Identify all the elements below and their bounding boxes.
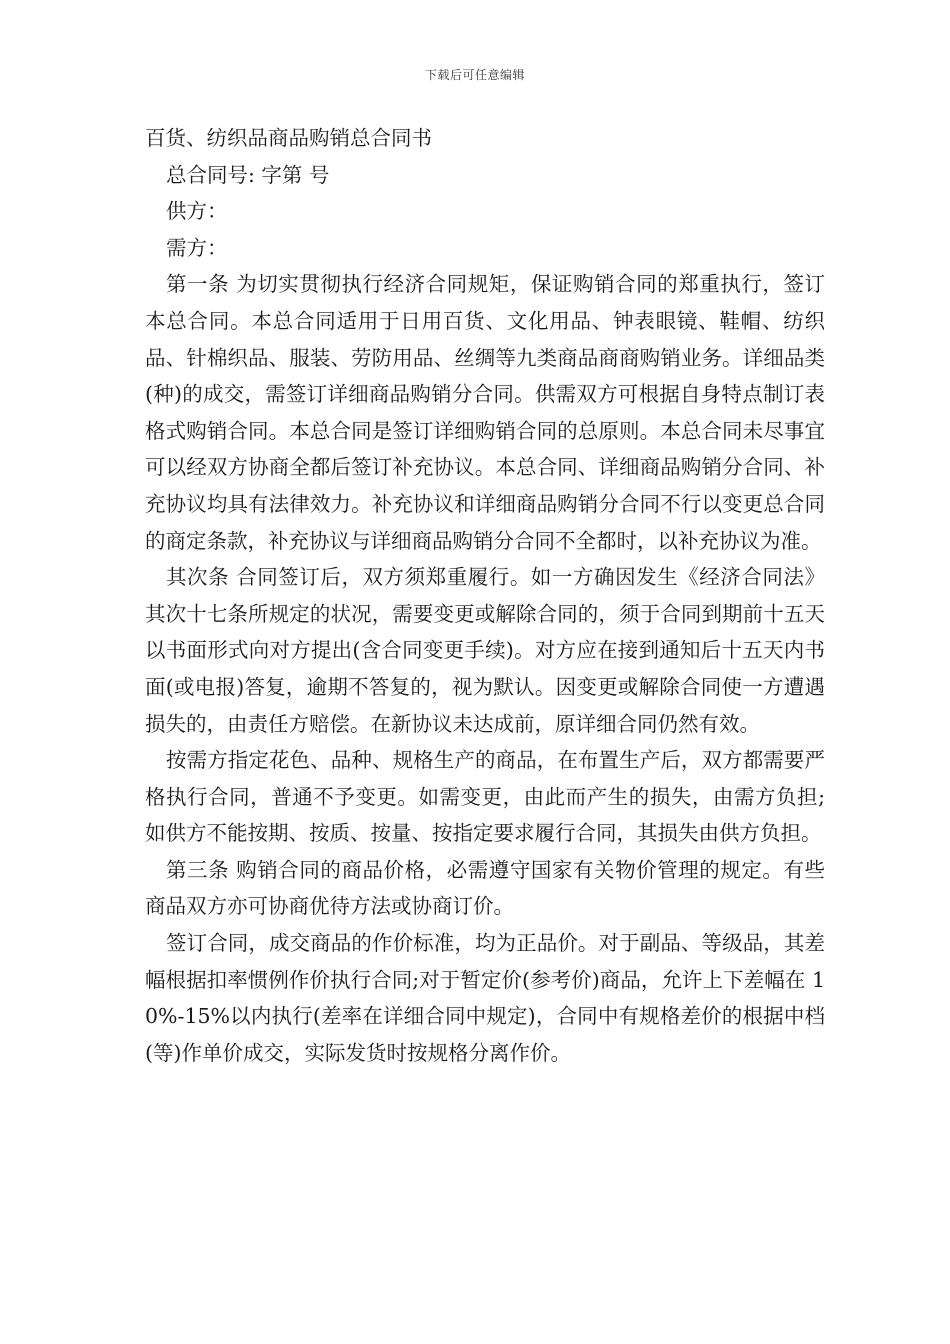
- paragraph-article-2: 其次条 合同签订后，双方须郑重履行。如一方确因发生《经济合同法》其次十七条所规定的状况，需要变更或解除合同的，须于合同到期前十五天以书面形式向对方提出(含合同变更手续)。对方应在接到通知后十五天内书面(或电报)答复，逾期不答复的，视为默认。因变更或解除合同使一方遭遇损失的，由责任方赔偿。在新协议未达成前，原详细合同仍然有效。: [145, 565, 825, 736]
- paragraph-article-3: 第三条 购销合同的商品价格，必需遵守国家有关物价管理的规定。有些商品双方亦可协商优待方法或协商订价。: [145, 857, 825, 919]
- buyer-label: 需方：: [166, 235, 228, 260]
- document-body: [145, 120, 825, 1071]
- paragraph-article-1: 第一条 为切实贯彻执行经济合同规矩，保证购销合同的郑重执行，签订本总合同。本总合同适用于日用百货、文化用品、钟表眼镜、鞋帽、纺织品、针棉织品、服装、劳防用品、丝绸等九类商品商商购销业务。详细品类(种)的成交，需签订详细商品购销分合同。供需双方可根据自身特点制订表格式购销合同。本总合同是签订详细购销合同的总原则。本总合同未尽事宜可以经双方协商全都后签订补充协议。本总合同、详细商品购销分合同、补充协议均具有法律效力。补充协议和详细商品购销分合同不行以变更总合同的商定条款，补充协议与详细商品购销分合同不全都时，以补充协议为准。: [145, 272, 825, 553]
- supplier-label: 供方：: [166, 199, 228, 224]
- contract-number: 总合同号: 字第 号: [166, 162, 330, 187]
- document-title: 百货、纺织品商品购销总合同书: [145, 126, 432, 150]
- paragraph-pricing-standard: 签订合同，成交商品的作价标准，均为正品价。对于副品、等级品，其差幅根据扣率惯例作价执行合同;对于暂定价(参考价)商品，允许上下差幅在 10%-15%以内执行(差率在详细合同中规定)，合同中有规格差价的根据中档(等)作单价成交，实际发货时按规格分离作价。: [145, 931, 825, 1065]
- header-note: 下载后可任意编辑: [424, 68, 525, 82]
- paragraph-custom-goods: 按需方指定花色、品种、规格生产的商品，在布置生产后，双方都需要严格执行合同，普通不予变更。如需变更，由此而产生的损失，由需方负担;如供方不能按期、按质、按量、按指定要求履行合同，其损失由供方负担。: [145, 748, 825, 846]
